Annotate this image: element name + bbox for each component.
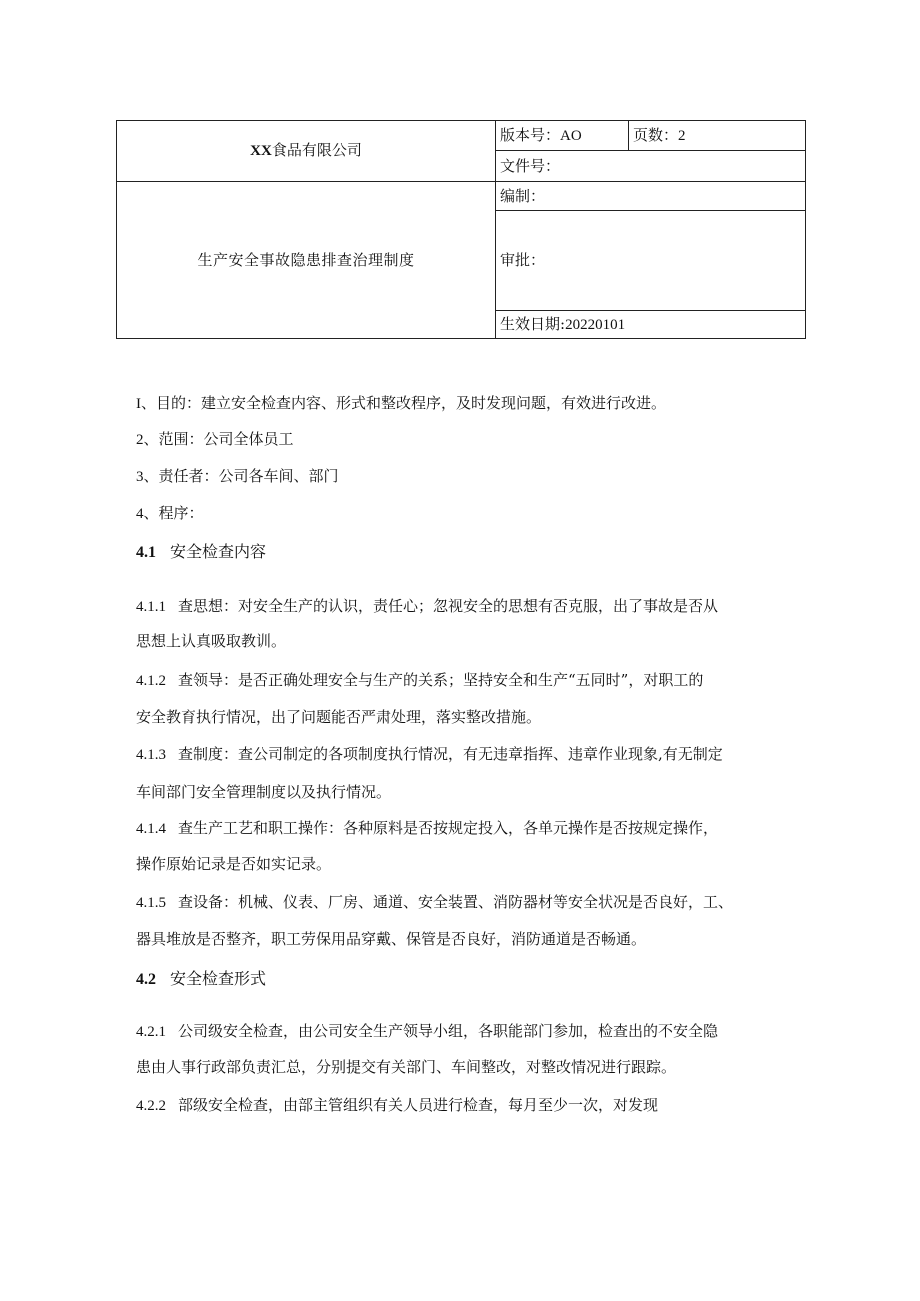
procedure-text: 程序： <box>158 504 204 522</box>
responsibility-item <box>136 469 339 485</box>
version-cell <box>496 121 629 151</box>
paragraph-4-1-3-line-2: 车间部门安全管理制度以及执行情况。 <box>136 783 392 801</box>
paragraph-4-1-3-line-1 <box>136 747 723 763</box>
paragraph-4-1-4-line-2: 操作原始记录是否如实记录。 <box>136 855 332 873</box>
document-header-table <box>116 120 806 339</box>
effective-date-cell <box>496 311 806 339</box>
paragraph-number: 4.2.1 <box>136 1024 166 1040</box>
effective-date-value: 20220101 <box>565 316 626 333</box>
paragraph-number: 4.1.2 <box>136 673 166 689</box>
paragraph-number: 4.1.5 <box>136 895 166 911</box>
section-4-1-heading <box>136 544 266 561</box>
pages-value: 2 <box>678 127 686 144</box>
pages-cell <box>629 121 806 151</box>
effective-date-label: 生效日期: <box>500 314 566 333</box>
paragraph-text: 查领导：是否正确处理安全与生产的关系；坚持安全和生产“五同时”，对职工的 <box>178 671 704 689</box>
paragraph-text: 公司级安全检查，由公司安全生产领导小组，各职能部门参加，检查出的不安全隐 <box>178 1022 719 1040</box>
paragraph-text: 查设备：机械、仪表、厂房、通道、安全装置、消防器材等安全状况是否良好，工、 <box>178 893 734 911</box>
pages-label: 页数： <box>633 125 679 144</box>
prepared-by-cell <box>496 182 806 211</box>
scope-text: 范围：公司全体员工 <box>158 430 294 448</box>
paragraph-4-1-5-line-1 <box>136 895 733 911</box>
purpose-text: 目的：建立安全检查内容、形式和整改程序，及时发现问题，有效进行改进。 <box>156 394 667 412</box>
procedure-item <box>136 506 204 522</box>
company-name-cell <box>117 121 496 182</box>
paragraph-4-1-1-line-1 <box>136 599 718 615</box>
paragraph-4-1-5-line-2: 器具堆放是否整齐，职工劳保用品穿戴、保管是否良好，消防通道是否畅通。 <box>136 930 647 948</box>
document-title: 生产安全事故隐患排查治理制度 <box>117 182 496 339</box>
paragraph-4-1-1-line-2: 思想上认真吸取教训。 <box>136 632 287 650</box>
paragraph-4-1-2-line-1 <box>136 673 703 689</box>
section-title: 安全检查内容 <box>170 542 267 561</box>
responsibility-number: 3、 <box>136 469 159 485</box>
prepared-by-label: 编制： <box>500 186 546 205</box>
paragraph-4-2-1-line-2: 患由人事行政部负责汇总，分别提交有关部门、车间整改，对整改情况进行跟踪。 <box>136 1058 677 1076</box>
company-name: 食品有限公司 <box>271 141 362 159</box>
paragraph-number: 4.1.3 <box>136 747 166 763</box>
purpose-item <box>136 396 666 412</box>
procedure-number: 4、 <box>136 506 159 522</box>
section-number: 4.1 <box>136 544 156 561</box>
paragraph-4-1-4-line-1 <box>136 821 718 837</box>
responsibility-text: 责任者：公司各车间、部门 <box>158 467 339 485</box>
approved-by-label: 审批： <box>500 251 546 269</box>
paragraph-text: 查制度：查公司制定的各项制度执行情况，有无违章指挥、违章作业现象,有无制定 <box>178 745 723 763</box>
paragraph-number: 4.1.4 <box>136 821 166 837</box>
purpose-number: I、 <box>136 396 156 412</box>
approved-by-cell <box>496 211 806 311</box>
section-4-2-heading <box>136 971 266 988</box>
paragraph-4-2-1-line-1 <box>136 1024 718 1040</box>
version-label: 版本号： <box>500 125 561 144</box>
paragraph-number: 4.2.2 <box>136 1098 166 1114</box>
paragraph-4-1-2-line-2: 安全教育执行情况，出了问题能否严肃处理，落实整改措施。 <box>136 708 542 726</box>
file-number-cell <box>496 151 806 182</box>
section-title: 安全检查形式 <box>170 969 267 988</box>
section-number: 4.2 <box>136 971 156 988</box>
company-prefix: XX <box>250 143 272 159</box>
paragraph-4-2-2-line-1 <box>136 1098 658 1114</box>
paragraph-text: 查思想：对安全生产的认识，责任心；忽视安全的思想有否克服，出了事故是否从 <box>178 597 719 615</box>
paragraph-number: 4.1.1 <box>136 599 166 615</box>
scope-number: 2、 <box>136 432 159 448</box>
paragraph-text: 部级安全检查，由部主管组织有关人员进行检查，每月至少一次，对发现 <box>178 1096 659 1114</box>
version-value: AO <box>560 127 582 144</box>
file-number-label: 文件号： <box>500 156 561 175</box>
paragraph-text: 查生产工艺和职工操作：各种原料是否按规定投入，各单元操作是否按规定操作， <box>178 819 719 837</box>
scope-item <box>136 432 294 448</box>
